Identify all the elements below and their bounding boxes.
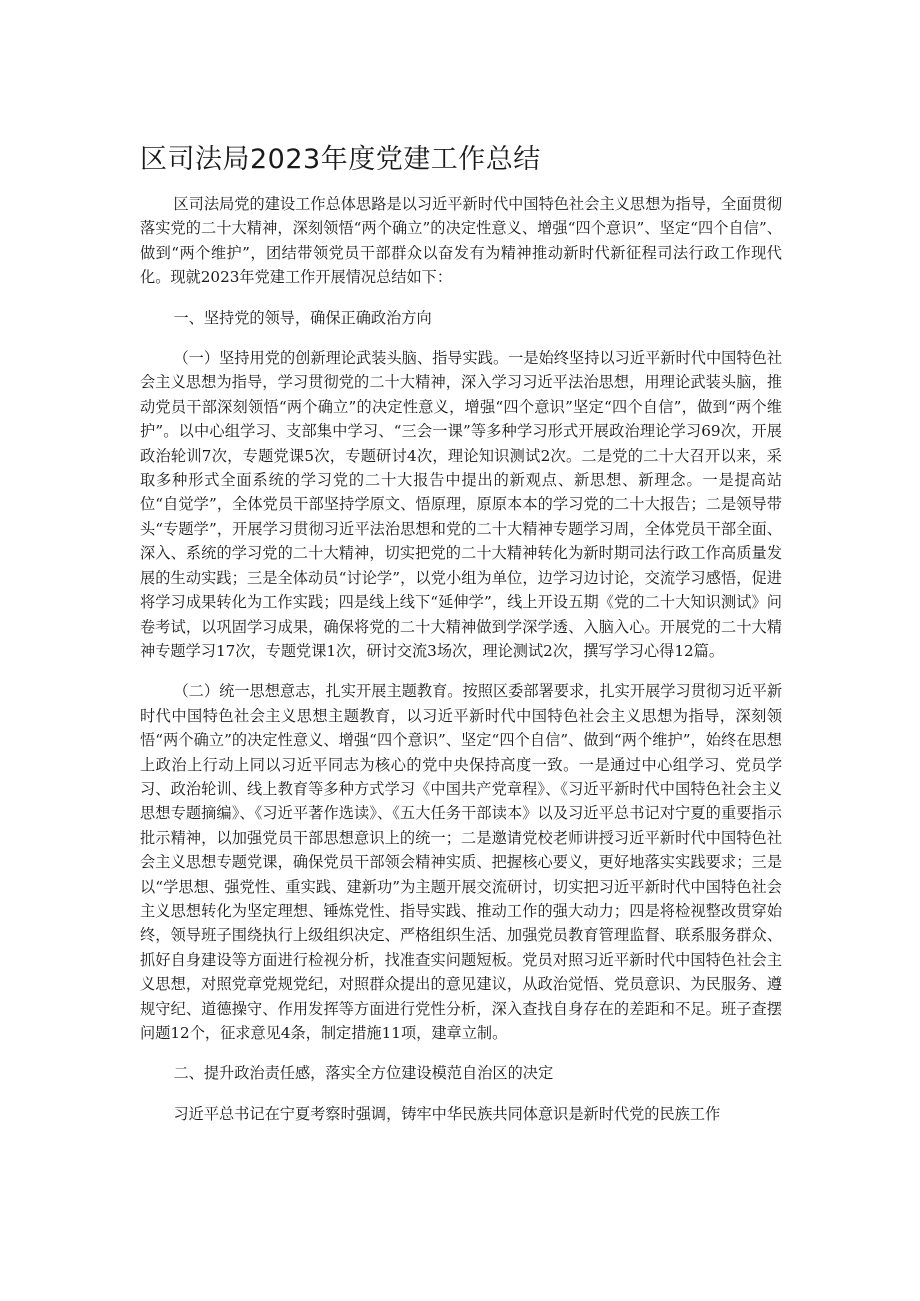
section-2-paragraph-1: 习近平总书记在宁夏考察时强调，铸牢中华民族共同体意识是新时代党的民族工作 <box>173 1104 721 1123</box>
intro-paragraph: 区司法局党的建设工作总体思路是以习近平新时代中国特色社会主义思想为指导，全面贯彻落实党的二十大精神，深刻领悟“两个确立”的决定性意义、增强“四个意识”、坚定“四个自信”、做到“两个维护”，团结带领党员干部群众以奋发有为精神推动新时代新征程司法行政工作现代化。现就2023年党建工作开展情况总结如下： <box>140 195 782 287</box>
section-1-paragraph-2: （二）统一思想意志，扎实开展主题教育。按照区委部署要求，扎实开展学习贯彻习近平新时代中国特色社会主义思想主题教育，以习近平新时代中国特色社会主义思想为指导，深刻领悟“两个确立”的决定性意义、增强“四个意识”、坚定“四个自信”、做到“两个维护”，始终在思想上政治上行动上同以习近平同志为核心的党中央保持高度一致。一是通过中心组学习、党员学习、政治轮训、线上教育等多种方式学习《中国共产党章程》、《习近平新时代中国特色社会主义思想专题摘编》、《习近平著作选读》、《五大任务干部读本》以及习近平总书记对宁夏的重要指示批示精神，以加强党员干部思想意识上的统一；二是邀请党校老师讲授习近平新时代中国特色社会主义思想专题党课，确保党员干部领会精神实质、把握核心要义，更好地落实实践要求；三是以“学思想、强党性、重实践、建新功”为主题开展交流研讨，切实把习近平新时代中国特色社会主义思想转化为坚定理想、锤炼党性、指导实践、推动工作的强大动力；四是将检视整改贯穿始终，领导班子围绕执行上级组织决定、严格组织生活、加强党员教育管理监督、联系服务群众、抓好自身建设等方面进行检视分析，找准查实问题短板。党员对照习近平新时代中国特色社会主义思想，对照党章党规党纪，对照群众提出的意见建议，从政治觉悟、党员意识、为民服务、遵规守纪、道德操守、作用发挥等方面进行党性分析，深入查找自身存在的差距和不足。班子查摆问题12个，征求意见4条，制定措施11项，建章立制。 <box>140 682 782 1042</box>
section-1-heading: 一、坚持党的领导，确保正确政治方向 <box>173 308 432 327</box>
section-1-paragraph-1: （一）坚持用党的创新理论武装头脑、指导实践。一是始终坚持以习近平新时代中国特色社会主义思想为指导，学习贯彻党的二十大精神，深入学习习近平法治思想，用理论武装头脑，推动党员干部深刻领悟“两个确立”的决定性意义，增强“四个意识”坚定“四个自信”，做到“两个维护”。以中心组学习、支部集中学习、“三会一课”等多种学习形式开展政治理论学习69次，开展政治轮训7次，专题党课5次，专题研讨4次，理论知识测试2次。二是党的二十大召开以来，采取多种形式全面系统的学习党的二十大报告中提出的新观点、新思想、新理念。一是提高站位“自觉学”，全体党员干部坚持学原文、悟原理，原原本本的学习党的二十大报告；二是领导带头“专题学”，开展学习贯彻习近平法治思想和党的二十大精神专题学习周，全体党员干部全面、深入、系统的学习党的二十大精神，切实把党的二十大精神转化为新时期司法行政工作高质量发展的生动实践；三是全体动员“讨论学”，以党小组为单位，边学习边讨论，交流学习感悟，促进将学习成果转化为工作实践；四是线上线下“延伸学”，线上开设五期《党的二十大知识测试》问卷考试，以巩固学习成果，确保将党的二十大精神做到学深学透、入脑入心。开展党的二十大精神专题学习17次，专题党课1次，研讨交流3场次，理论测试2次，撰写学习心得12篇。 <box>140 349 782 660</box>
document-body <box>140 192 782 1126</box>
section-2-heading: 二、提升政治责任感，落实全方位建设模范自治区的决定 <box>173 1064 554 1083</box>
document-title: 区司法局2023年度党建工作总结 <box>140 144 541 175</box>
